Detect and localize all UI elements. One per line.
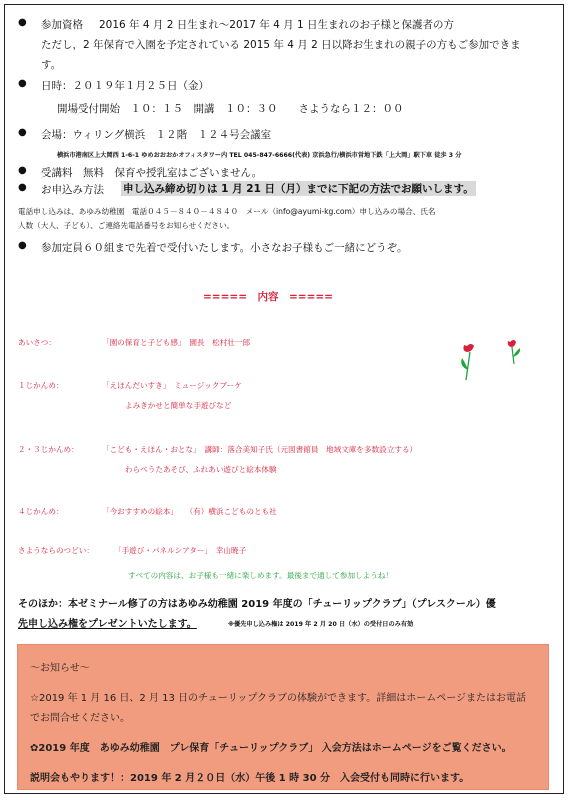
phone-line-1: 電話申し込みは、あゆみ幼稚園 電話０４５－８４０－４８４０ メール（info@ayumi-kg.com）申し込みの場合、氏名: [18, 207, 436, 216]
venue-address: 横浜市港南区上大岡西 1-6-1 ゆめおおおかオフィスタワー内 TEL 045-847-6666(代表) 京浜急行/横浜市営地下鉄「上大岡」駅下車 徒歩 3 分: [57, 152, 462, 159]
phone-line-2: 人数（大人、子ども）、ご連絡先電話番号をお知らせください。: [18, 221, 235, 230]
eligibility-cont2: す。: [41, 59, 62, 71]
deadline-highlight: 申し込み締め切りは 1 月 21 日（月）までに下記の方法でお願いします。: [123, 183, 474, 195]
date-text: 日時：２０１９年１月２５日（金）: [41, 80, 209, 92]
schedule-text: 開場受付開始 １０：１５ 開講 １０：３０ さようなら１２：００: [57, 103, 404, 115]
bullet-icon: ●: [18, 240, 27, 251]
eligibility-cont1: ただし，2 年保育で入園を予定されている 2015 年 4 月 2 日以降お生まれの親子の方もご参加できま: [41, 39, 521, 51]
program-heading: ===== 内容 =====: [203, 291, 333, 303]
program-label-period1: １じかんめ：: [18, 381, 64, 390]
program-sub-period23: わらべうたあそび、ふれあい遊びと絵本体験: [125, 465, 277, 474]
eligibility-text: 2016 年 4 月 2 日生まれ～2017 年 4 月 1 日生まれのお子様と保護者の方: [99, 19, 455, 31]
program-label-period23: ２・３じかんめ：: [18, 445, 79, 454]
eligibility-label: 参加資格: [41, 19, 83, 31]
bullet-icon: ●: [18, 165, 27, 176]
program-title-greeting: 「園の保育と子ども感」 園長 松村壮一郎: [102, 338, 251, 347]
program-title-period23: 「こども・えほん・おとな」 講師：落合美知子氏（元図書館員 地域文庫を多数設立する）: [102, 445, 418, 454]
notice-p3: 説明会もやります！：2019 年 2 月２０日（水）午後 1 時 30 分 入会受付も同時に行います。: [30, 773, 470, 784]
bullet-icon: ●: [18, 182, 27, 193]
other-line-2: 先申し込み権をプレゼントいたします。: [18, 619, 197, 630]
notice-header: ～お知らせ～: [30, 663, 90, 674]
other-line-1: そのほか：本ゼミナール修了の方はあゆみ幼稚園 2019 年度の「チューリップクラブ」（プレスクール）優: [18, 599, 496, 610]
fee-text: 受講料 無料 保育や授乳室はございません。: [41, 167, 263, 179]
apply-label: お申込み方法: [41, 184, 104, 196]
bullet-icon: ●: [18, 78, 27, 89]
notice-p1b: でお問合せください。: [30, 713, 130, 724]
program-label-farewell: さようならのつどい：: [18, 546, 94, 555]
program-label-greeting: あいさつ：: [18, 338, 56, 347]
program-label-period4: ４じかんめ：: [18, 507, 64, 516]
priority-note: ※優先申し込み権は 2019 年 2 月 20 日（水）の受付日のみ有効: [228, 621, 414, 628]
program-title-period1: 「えほんだいすき」 ミュージックブーケ: [102, 381, 242, 390]
program-title-farewell: 「手遊び・パネルシアター」 幸山暁子: [114, 546, 247, 555]
notice-p1a: ☆2019 年 1 月 16 日、2 月 13 日のチューリップクラブの体験ができます。詳細はホームページまたはお電話: [30, 693, 527, 704]
tulip-icon: [502, 338, 532, 368]
tulip-icon: [458, 340, 506, 384]
notice-box: [17, 644, 549, 790]
program-title-period4: 「今おすすめの絵本」 （有）横浜こどものとも社: [102, 507, 277, 516]
program-sub-period1: よみきかせと簡単な手遊びなど: [125, 401, 232, 410]
bullet-icon: ●: [18, 127, 27, 138]
capacity-text: 参加定員６０組まで先着で受付いたします。小さなお子様もご一緒にどうぞ。: [41, 242, 408, 254]
bullet-icon: ●: [18, 17, 27, 28]
venue-text: 会場：ウィリング横浜 １２階 １２４号会議室: [41, 129, 272, 141]
notice-p2: ✿2019 年度 あゆみ幼稚園 プレ保育「チューリップクラブ」 入会方法はホームページをご覧ください。: [30, 743, 512, 754]
all-enjoy-note: すべての内容は、お子様も一緒に楽しめます。最後まで通して参加しようね！: [128, 571, 394, 580]
